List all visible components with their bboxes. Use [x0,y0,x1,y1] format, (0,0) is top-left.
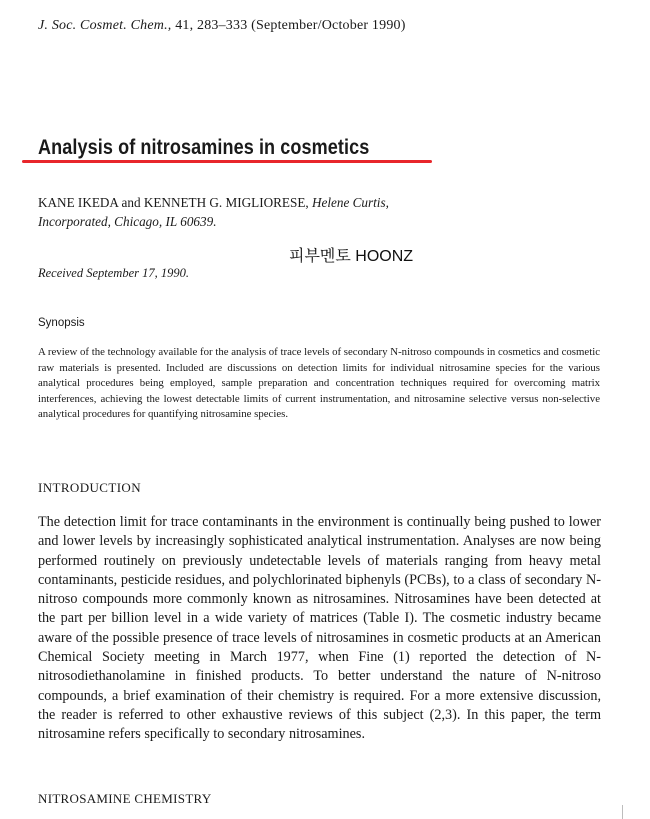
watermark-text: 피부멘토 HOONZ [289,248,414,265]
article-title: Analysis of nitrosamines in cosmetics [38,136,370,159]
received-date: Received September 17, 1990. [38,266,189,280]
author-names: KANE IKEDA and KENNETH G. MIGLIORESE, [38,195,309,210]
affiliation-line-2: Incorporated, Chicago, IL 60639. [38,214,217,229]
citation-volume-pages-date: 41, 283–333 (September/October 1990) [175,18,406,33]
synopsis-paragraph: A review of the technology available for the analysis of trace levels of secondary N-nitroso compounds in cosmetics and cosmetic raw materials is presented. Included are discussions on detection limits for individual nitrosamine species for the various analytical procedures being employed, sample preparation and concentration techniques required for overcoming matrix interferences, achieving the lowest detectable limits of current instrumentation, and nitrosamine selective versus non-selective analytical procedures for quantifying nitrosamine species. [38,346,600,421]
title-red-underline [22,160,432,163]
citation-journal: J. Soc. Cosmet. Chem., [38,18,172,33]
introduction-paragraph: The detection limit for trace contaminants in the environment is continually being pushed to lower and lower levels by increasingly sophisticated analytical instrumentation. Analyses are now being performed routinely on previously undetectable levels of materials ranging from heavy metal contaminants, pesticide residues, and polychlorinated biphenyls (PCBs), to a class of secondary N-nitroso compounds more commonly known as nitrosamines. Nitrosamines have been detected at the part per billion level in a wide variety of matrices (Table I). The cosmetic industry became aware of the possible presence of trace levels of nitrosamines in cosmetic products at an American Chemical Society meeting in March 1977, when Fine (1) reported the detection of N-nitrosodiethanolamine in finished products. To better understand the nature of N-nitroso compounds, a brief examination of their chemistry is required. For a more extensive discussion, the reader is referred to other exhaustive reviews of this subject (2,3). In this paper, the term nitrosamine refers specifically to secondary nitrosamines. [38,514,601,743]
affiliation-line-1: Helene Curtis, [311,195,389,210]
nitrosamine-chemistry-heading: NITROSAMINE CHEMISTRY [38,791,212,806]
introduction-heading: INTRODUCTION [38,480,142,495]
synopsis-heading: Synopsis [38,317,85,329]
page-edge-mark [622,805,623,819]
journal-citation [38,18,406,34]
author-block [38,193,458,231]
